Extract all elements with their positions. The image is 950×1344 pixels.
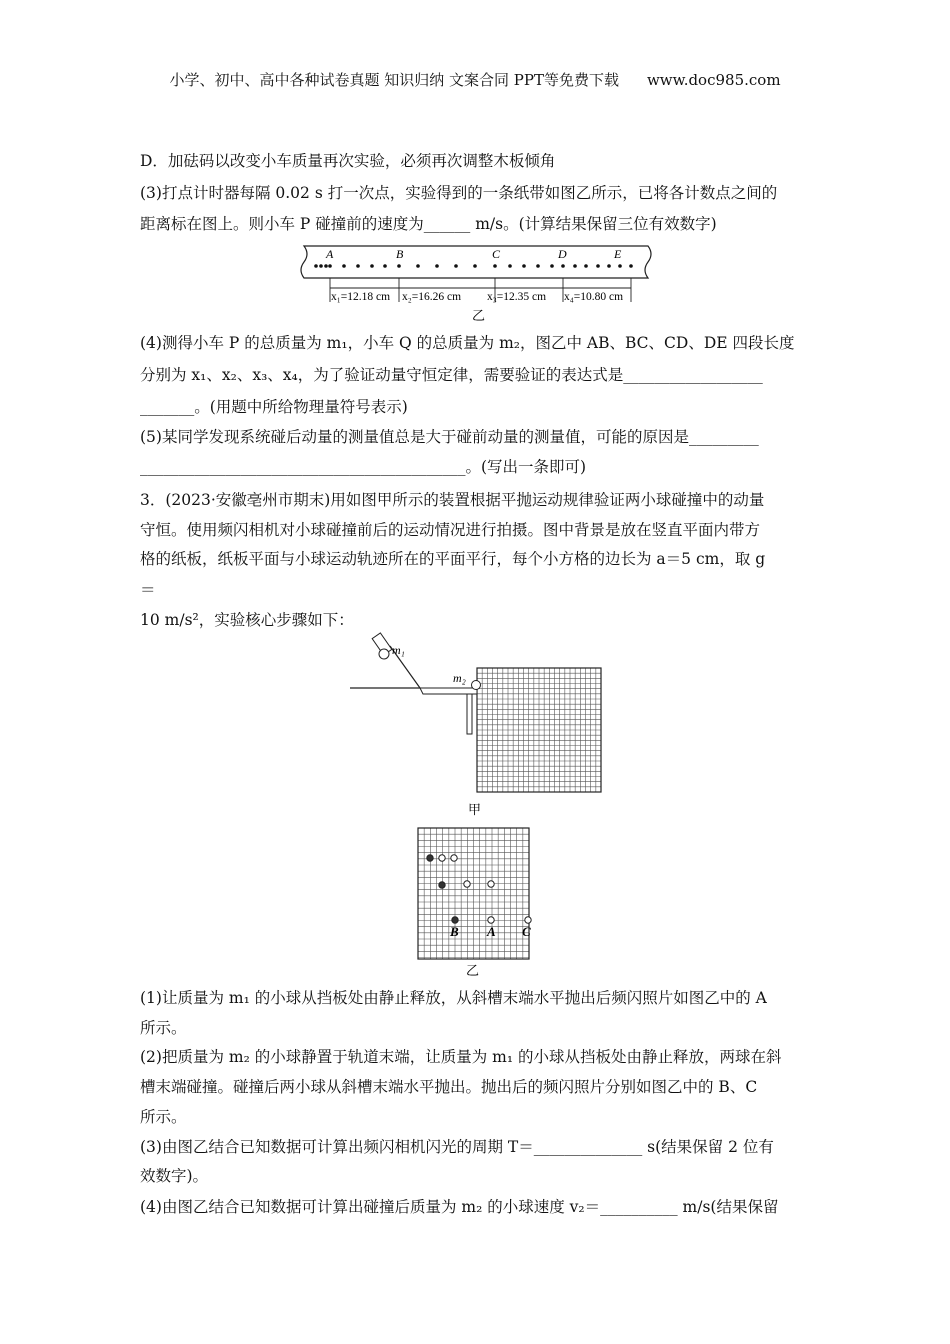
paper-tape-figure [296,240,658,325]
step4-line1: (4)由图乙结合已知数据可计算出碰撞后质量为 m₂ 的小球速度 v₂＝__________ m/s(结果保留 [140,1198,779,1216]
problem3-line2: 守恒。使用频闪相机对小球碰撞前后的运动情况进行拍摄。图中背景是放在竖直平面内带方 [140,521,761,539]
tape-x1: x₁=12.18 cm [331,291,391,303]
tape-x2: x₂=16.26 cm [402,291,462,303]
label-b: B [450,924,459,939]
figure-yi-caption: 乙 [466,963,480,978]
header-site: www.doc985.com [646,71,781,89]
tape-point-e: E [614,247,622,261]
label-m2: m₂ [453,671,466,685]
q3-line2: 距离标在图上。则小车 P 碰撞前的速度为______ m/s。(计算结果保留三位有效数字) [140,215,717,233]
tape-x4: x₄=10.80 cm [564,291,624,303]
label-c: C [522,924,531,939]
step3-line1: (3)由图乙结合已知数据可计算出频闪相机闪光的周期 T＝______________ s(结果保留 2 位有 [140,1138,774,1156]
problem3-line5: 10 m/s²，实验核心步骤如下： [140,611,354,629]
tape-caption: 乙 [472,308,486,323]
tape-point-d: D [558,247,567,261]
q4-line1: (4)测得小车 P 的总质量为 m₁，小车 Q 的总质量为 m₂，图乙中 AB、BC、CD、DE 四段长度 [140,334,795,352]
figure-jia [350,632,610,822]
tape-point-a: A [326,247,334,261]
problem3-line1: 3．(2023·安徽亳州市期末)用如图甲所示的装置根据平抛运动规律验证两小球碰撞中的动量 [140,491,765,509]
step2-line2: 槽末端碰撞。碰撞后两小球从斜槽末端水平抛出。抛出后的频闪照片分别如图乙中的 B、C [140,1078,758,1096]
label-a: A [487,924,496,939]
page-header [0,69,950,90]
step1-line1: (1)让质量为 m₁ 的小球从挡板处由静止释放，从斜槽末端水平抛出后频闪照片如图乙中的 A [140,989,767,1007]
figure-jia-caption: 甲 [468,802,482,817]
figure-yi [410,822,540,980]
step2-line1: (2)把质量为 m₂ 的小球静置于轨道末端，让质量为 m₁ 的小球从挡板处由静止释放，两球在斜 [140,1048,782,1066]
label-m1: m₁ [392,643,405,657]
q4-line3: _______。(用题中所给物理量符号表示) [140,398,408,416]
tape-point-b: B [396,247,404,261]
step1-line2: 所示。 [140,1019,187,1037]
step2-line3: 所示。 [140,1108,187,1126]
tape-point-c: C [492,247,501,261]
q4-line2: 分别为 x₁、x₂、x₃、x₄，为了验证动量守恒定律，需要验证的表达式是__________________ [140,366,763,384]
header-text: 小学、初中、高中各种试卷真题 知识归纳 文案合同 PPT等免费下载 [169,71,619,89]
tape-x3: x₃=12.35 cm [487,291,547,303]
option-d: D．加砝码以改变小车质量再次实验，必须再次调整木板倾角 [140,152,556,170]
q5-line1: (5)某同学发现系统碰后动量的测量值总是大于碰前动量的测量值，可能的原因是_________ [140,428,759,446]
q3-line1: (3)打点计时器每隔 0.02 s 打一次点，实验得到的一条纸带如图乙所示，已将各计数点之间的 [140,184,778,202]
q5-line2: __________________________________________。(写出一条即可) [140,458,587,476]
step3-line2: 效数字)。 [140,1167,209,1185]
problem3-line4: ＝ [140,581,156,599]
problem3-line3: 格的纸板，纸板平面与小球运动轨迹所在的平面平行，每个小方格的边长为 a＝5 cm，取 g [140,550,766,568]
